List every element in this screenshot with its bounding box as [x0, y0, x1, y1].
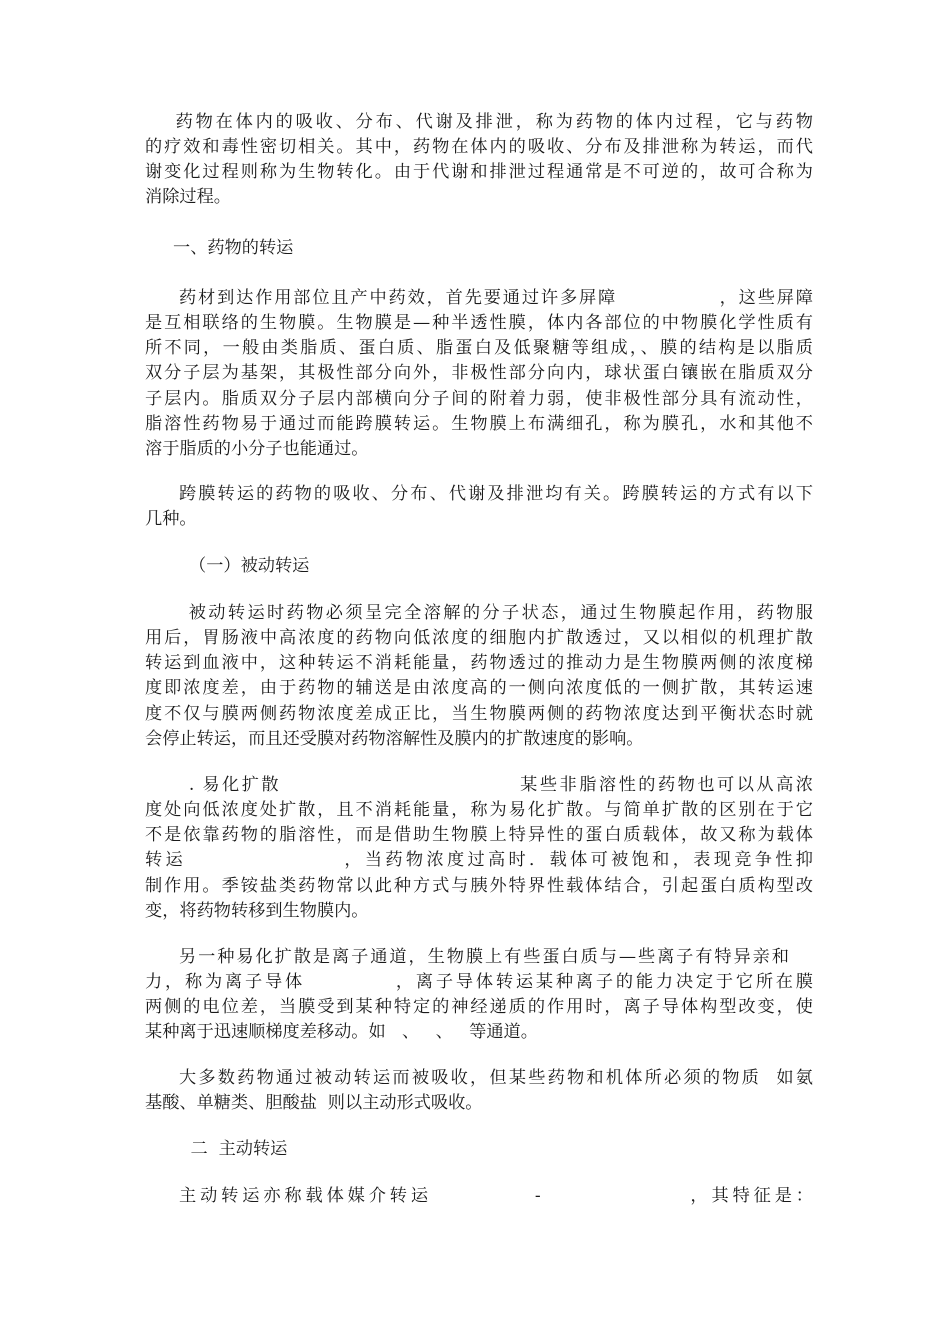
text-line: 度处向低浓度处扩散，且不消耗能量，称为易化扩散。与简单扩散的区别在于它	[145, 800, 813, 820]
text-line: 双分子层为基架，其极性部分向外，非极性部分向内，球状蛋白镶嵌在脂质双分	[145, 363, 813, 384]
text-line: 子层内。脂质双分子层内部横向分子间的附着力弱，使非极性部分具有流动性，	[145, 388, 813, 409]
text-line: 力，称为离子导体 ，离子导体转运某种离子的能力决定于它所在膜	[145, 972, 813, 992]
text-line: 另一种易化扩散是离子通道，生物膜上有些蛋白质与—些离子有特异亲和	[179, 947, 789, 967]
text-line: 几种。	[145, 509, 197, 529]
text-line: 度即浓度差，由于药物的辅送是由浓度高的一侧向浓度低的一侧扩散，其转运速	[145, 678, 813, 699]
text-line: 被动转运时药物必须呈完全溶解的分子状态，通过生物膜起作用，药物服	[173, 603, 813, 623]
text-line: 药物在体内的吸收、分布、代谢及排泄，称为药物的体内过程，它与药物	[159, 112, 813, 132]
text-line: 是互相联络的生物膜。生物膜是—种半透性膜，体内各部位的中物膜化学性质有	[145, 313, 813, 333]
text-line: 所不同，一般由类脂质、蛋白质、脂蛋白及低聚糖等组成，、膜的结构是以脂质	[145, 338, 813, 359]
text-line: 转运到血液中，这种转运不消耗能量，药物透过的推动力是生物膜两侧的浓度梯	[145, 653, 813, 674]
text-line: 用后，胃肠液中高浓度的药物向低浓度的细胞内扩散透过，又以相似的机理扩散	[145, 628, 813, 648]
text-line: 药材到达作用部位且产中药效，首先要通过许多屏障 ，这些屏障	[179, 288, 813, 308]
text-line: 度不仅与膜两侧药物浓度差成正比，当生物膜两侧的药物浓度达到平衡状态时就	[145, 703, 813, 724]
paragraph-intro-cont	[145, 135, 813, 211]
paragraph-active-intro-first	[179, 1066, 813, 1091]
paragraph-transmembrane-first	[179, 482, 813, 507]
paragraph-intro	[159, 110, 813, 135]
section-heading-transport: 一、药物的转运	[173, 238, 294, 258]
section-heading-passive: （一）被动转运	[189, 556, 310, 576]
text-line: 制作用。季铵盐类药物常以此种方式与胰外特界性载体结合，引起蛋白质构型改	[145, 875, 813, 896]
paragraph-facilitated	[145, 798, 813, 924]
text-line: 大多数药物通过被动转运而被吸收，但某些药物和机体所必须的物质 如氨	[179, 1068, 813, 1088]
text-line: 变，将药物转移到生物膜内。	[145, 900, 369, 921]
text-line: 转运 ，当药物浓度过高时．载体可被饱和，表现竞争性抑	[145, 850, 813, 871]
text-line: 跨膜转运的药物的吸收、分布、代谢及排泄均有关。跨膜转运的方式有以下	[179, 484, 813, 504]
text-line: 脂溶性药物易于通过而能跨膜转运。生物膜上布满细孔，称为膜孔，水和其他不	[145, 413, 813, 434]
section-heading-active: 二 主动转运	[185, 1139, 288, 1159]
text-line: 谢变化过程则称为生物转化。由于代谢和排泄过程通常是不可逆的，故可合称为	[145, 162, 813, 183]
paragraph-passive-first	[173, 601, 813, 626]
text-line: 主动转运亦称载体媒介转运 - ，其特征是：	[179, 1186, 813, 1206]
text-line: 消除过程。	[145, 187, 231, 208]
paragraph-transmembrane	[145, 507, 813, 532]
paragraph-ion-channel	[145, 970, 813, 1046]
paragraph-ion-channel-first	[179, 945, 789, 970]
text-line: 两侧的电位差，当膜受到某种特定的神经递质的作用时，离子导体构型改变，使	[145, 997, 813, 1018]
paragraph-active	[179, 1184, 813, 1209]
paragraph-facilitated-first	[173, 773, 813, 798]
text-line: 某种离于迅速顺梯度差移动。如 、 、 等通道。	[145, 1022, 538, 1043]
paragraph-passive	[145, 626, 813, 752]
paragraph-membrane	[145, 311, 813, 462]
text-line: 的疗效和毒性密切相关。其中，药物在体内的吸收、分布及排泄称为转运，而代	[145, 137, 813, 157]
paragraph-active-intro	[145, 1091, 813, 1116]
text-line: 溶于脂质的小分子也能通过。	[145, 439, 369, 460]
text-line: . 易化扩散 某些非脂溶性的药物也可以从高浓	[173, 775, 813, 795]
text-line: 会停止转运，而且还受膜对药物溶解性及膜内的扩散速度的影响。	[145, 728, 644, 749]
paragraph-membrane-first	[179, 286, 813, 311]
text-line: 基酸、单糖类、胆酸盐 则以主动形式吸收。	[145, 1093, 483, 1113]
text-line: 不是依靠药物的脂溶性，而是借助生物膜上特异性的蛋白质载体，故又称为载体	[145, 825, 813, 846]
